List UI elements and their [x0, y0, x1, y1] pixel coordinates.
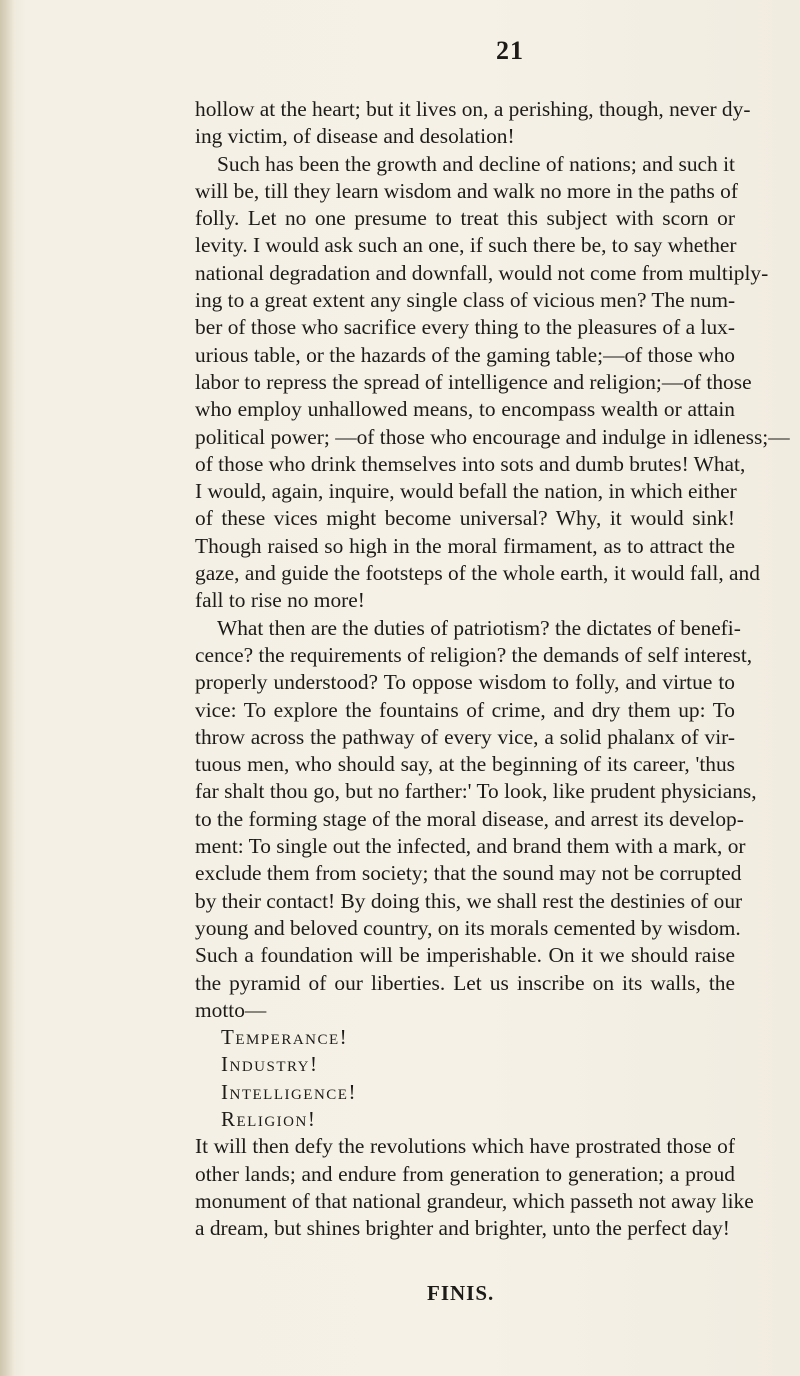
text-line: ing to a great extent any single class of vicious men? The num-	[195, 288, 736, 313]
paragraph-conclusion	[195, 1133, 754, 1242]
page-number: 21	[496, 36, 524, 65]
text-line: I would, again, inquire, would befall the nation, in which either	[195, 479, 737, 504]
text-line: other lands; and endure from generation to generation; a proud	[195, 1161, 735, 1186]
motto-item-religion: Religion!	[221, 1106, 317, 1131]
text-line: gaze, and guide the footsteps of the whole earth, it would fall, and	[195, 561, 760, 586]
body-text	[195, 96, 790, 1242]
text-line: tuous men, who should say, at the beginning of its career, 'thus	[195, 752, 735, 777]
text-line: vice: To explore the fountains of crime, and dry them up: To	[195, 697, 735, 722]
text-line: the pyramid of our liberties. Let us inscribe on its walls, the	[195, 970, 735, 995]
text-line: of these vices might become universal? Why, it would sink!	[195, 506, 735, 531]
text-line: It will then defy the revolutions which have prostrated those of	[195, 1134, 735, 1159]
text-line: national degradation and downfall, would not come from multiply-	[195, 260, 769, 285]
motto-list	[221, 1024, 735, 1133]
text-line: exclude them from society; that the sound may not be corrupted	[195, 861, 742, 886]
text-line: young and beloved country, on its morals cemented by wisdom.	[195, 915, 741, 940]
text-line: will be, till they learn wisdom and walk no more in the paths of	[195, 178, 738, 203]
text-line: properly understood? To oppose wisdom to folly, and virtue to	[195, 670, 735, 695]
paragraph-duties	[195, 615, 757, 1024]
finis-mark: FINIS.	[427, 1281, 495, 1305]
text-line: by their contact! By doing this, we shall rest the destinies of our	[195, 888, 743, 913]
text-line: ber of those who sacrifice every thing to the pleasures of a lux-	[195, 315, 735, 340]
paragraph-nations	[195, 151, 790, 615]
text-line: ing victim, of disease and desolation!	[195, 124, 515, 149]
text-line: cence? the requirements of religion? the demands of self interest,	[195, 642, 753, 667]
text-line: Such a foundation will be imperishable. On it we should raise	[195, 943, 735, 968]
text-line: Such has been the growth and decline of nations; and such it	[217, 151, 735, 176]
text-line: fall to rise no more!	[195, 588, 365, 613]
text-line: political power; —of those who encourage and indulge in idleness;—	[195, 424, 790, 449]
text-line: levity. I would ask such an one, if such there be, to say whether	[195, 233, 737, 258]
text-line: hollow at the heart; but it lives on, a perishing, though, never dy-	[195, 97, 751, 121]
text-line: who employ unhallowed means, to encompass wealth or attain	[195, 397, 735, 422]
text-line: Though raised so high in the moral firmament, as to attract the	[195, 533, 735, 558]
text-line: throw across the pathway of every vice, a solid phalanx of vir-	[195, 724, 735, 749]
paragraph-continuation	[195, 96, 751, 151]
text-line: of those who drink themselves into sots and dumb brutes! What,	[195, 451, 746, 476]
motto-item-industry: Industry!	[221, 1052, 319, 1077]
page-gutter-shadow	[0, 0, 14, 1376]
motto-item-temperance: Temperance!	[221, 1025, 349, 1050]
text-line: to the forming stage of the moral disease, and arrest its develop-	[195, 806, 744, 831]
text-line: folly. Let no one presume to treat this subject with scorn or	[195, 206, 735, 231]
text-line: What then are the duties of patriotism? the dictates of benefi-	[217, 615, 741, 640]
text-line: motto—	[195, 997, 267, 1022]
text-line: a dream, but shines brighter and brighter, unto the perfect day!	[195, 1216, 730, 1241]
text-line: ment: To single out the infected, and brand them with a mark, or	[195, 834, 746, 859]
motto-item-intelligence: Intelligence!	[221, 1079, 357, 1104]
text-line: urious table, or the hazards of the gaming table;—of those who	[195, 342, 735, 367]
text-line: far shalt thou go, but no farther:' To look, like prudent physicians,	[195, 779, 757, 804]
text-line: monument of that national grandeur, which passeth not away like	[195, 1188, 754, 1213]
text-line: labor to repress the spread of intelligence and religion;—of those	[195, 369, 752, 394]
